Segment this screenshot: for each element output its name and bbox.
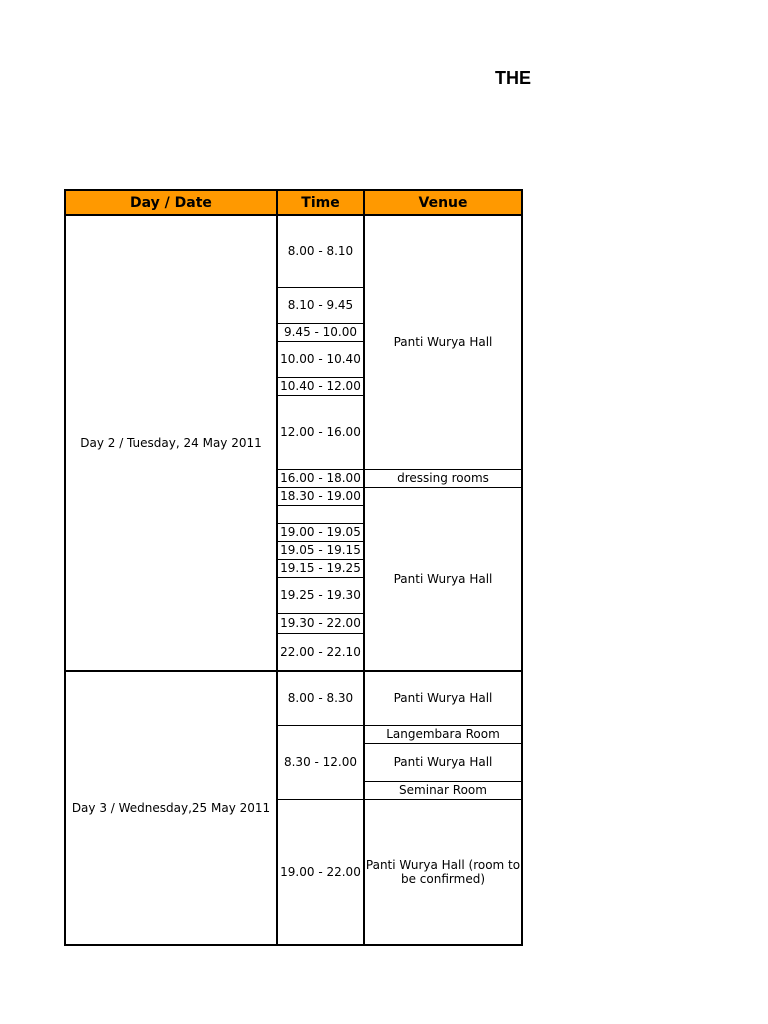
venue-cell: Panti Wurya Hall — [393, 755, 493, 769]
time-cell: 18.30 - 19.00 — [280, 489, 361, 503]
time-cell: 8.00 - 8.10 — [287, 244, 354, 258]
time-divider — [277, 341, 364, 342]
time-divider — [277, 799, 522, 800]
time-divider — [277, 469, 522, 470]
header-venue: Venue — [364, 190, 522, 215]
time-divider — [277, 505, 364, 506]
time-divider — [277, 559, 364, 560]
time-cell: 19.25 - 19.30 — [280, 588, 361, 602]
document-title: THE — [495, 68, 531, 88]
time-cell: 12.00 - 16.00 — [280, 425, 361, 439]
header-divider — [64, 214, 523, 216]
time-divider — [277, 633, 364, 634]
time-divider — [277, 323, 364, 324]
time-divider — [277, 613, 364, 614]
venue-cell: Panti Wurya Hall — [393, 335, 493, 349]
venue-cell: dressing rooms — [397, 471, 489, 485]
time-cell — [277, 505, 364, 523]
column-divider-time-venue — [363, 189, 365, 946]
day-divider — [64, 670, 523, 672]
time-divider — [277, 541, 364, 542]
time-cell: 19.05 - 19.15 — [280, 543, 361, 557]
day-cell: Day 2 / Tuesday, 24 May 2011 — [80, 436, 262, 450]
table-border-bottom — [64, 944, 523, 946]
time-divider — [277, 523, 364, 524]
header-day-date: Day / Date — [65, 190, 277, 215]
time-cell: 8.30 - 12.00 — [283, 755, 358, 769]
venue-divider — [364, 743, 522, 744]
time-cell: 10.40 - 12.00 — [280, 379, 361, 393]
day-cell: Day 3 / Wednesday,25 May 2011 — [71, 801, 271, 815]
table-border-left — [64, 189, 66, 946]
time-divider — [277, 377, 364, 378]
time-cell: 8.10 - 9.45 — [287, 298, 354, 312]
venue-cell: Seminar Room — [399, 783, 487, 797]
time-cell: 19.15 - 19.25 — [280, 561, 361, 575]
time-divider — [277, 725, 522, 726]
time-divider — [277, 487, 522, 488]
time-divider — [277, 577, 364, 578]
time-divider — [277, 395, 364, 396]
column-divider-day-time — [276, 189, 278, 946]
time-cell: 19.30 - 22.00 — [280, 616, 361, 630]
venue-cell: Panti Wurya Hall (room to be confirmed) — [365, 858, 521, 886]
time-cell: 9.45 - 10.00 — [283, 325, 358, 339]
venue-divider — [364, 781, 522, 782]
venue-cell: Panti Wurya Hall — [393, 691, 493, 705]
table-border-right — [521, 189, 523, 946]
venue-cell: Panti Wurya Hall — [393, 572, 493, 586]
time-cell: 19.00 - 19.05 — [280, 525, 361, 539]
time-cell: 19.00 - 22.00 — [280, 865, 361, 879]
time-cell: 22.00 - 22.10 — [280, 645, 361, 659]
time-cell: 16.00 - 18.00 — [280, 471, 361, 485]
header-time: Time — [277, 190, 364, 215]
time-cell: 8.00 - 8.30 — [287, 691, 354, 705]
venue-cell: Langembara Room — [386, 727, 500, 741]
time-divider — [277, 287, 364, 288]
table-border-top — [64, 189, 523, 191]
time-cell: 10.00 - 10.40 — [280, 352, 361, 366]
